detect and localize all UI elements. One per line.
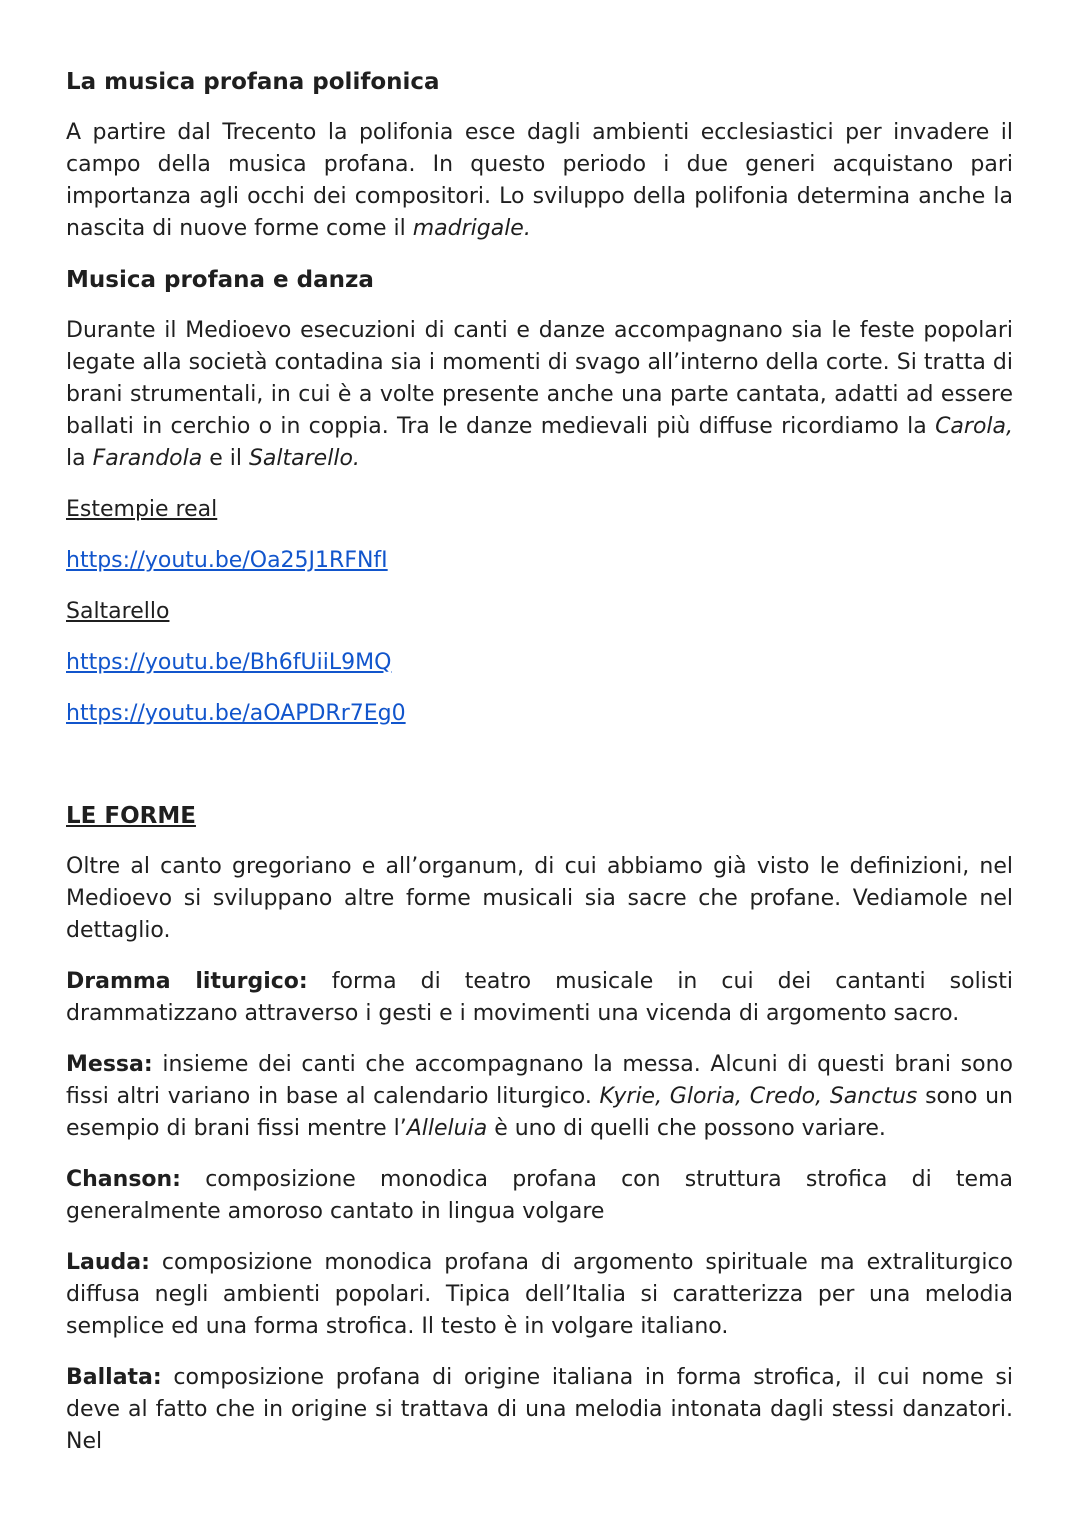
link-line — [66, 545, 1013, 577]
definition-text: insieme dei canti che accompagnano la messa. Alcuni di questi brani sono fissi altri variano in base al calendario liturgico. — [66, 1052, 1013, 1109]
term: Ballata: — [66, 1365, 162, 1390]
document-content — [66, 66, 1013, 1477]
term: Lauda: — [66, 1250, 150, 1275]
definition-text: composizione profana di origine italiana in forma strofica, il cui nome si deve al fatto che in origine si trattava di una melodia intonata dagli stessi danzatori. Nel — [66, 1365, 1013, 1454]
emphasis-madrigale: madrigale. — [412, 216, 531, 241]
label-estampie: Estempie real — [66, 497, 218, 522]
separator-text: e il — [202, 446, 249, 471]
label-saltarello: Saltarello — [66, 599, 170, 624]
separator-text: la — [66, 446, 93, 471]
heading-secular-polyphony: La musica profana polifonica — [66, 69, 440, 95]
emphasis-alleluia: Alleluia — [406, 1116, 488, 1141]
link-line — [66, 647, 1013, 679]
link-estampie-video[interactable]: https://youtu.be/Oa25J1RFNfI — [66, 548, 388, 573]
link-line — [66, 698, 1013, 730]
definition-text: composizione monodica profana di argomento spirituale ma extraliturgico diffusa negli ambienti popolari. Tipica dell’Italia si caratterizza per una melodia semplice ed una forma strofica. Il testo è in volgare italiano. — [66, 1250, 1013, 1339]
term: Messa: — [66, 1052, 153, 1077]
link-saltarello-video-1[interactable]: https://youtu.be/Bh6fUiiL9MQ — [66, 650, 392, 675]
emphasis-farandola: Farandola — [92, 446, 203, 471]
emphasis-fixed-parts: Kyrie, Gloria, Credo, Sanctus — [599, 1084, 918, 1109]
definition-text: sono un esempio di brani fissi mentre l’ — [66, 1084, 1013, 1141]
definition-dramma-liturgico — [66, 966, 1013, 1030]
paragraph-text: A partire dal Trecento la polifonia esce dagli ambienti ecclesiastici per invadere il campo della musica profana. In questo periodo i due generi acquistano pari importanza agli occhi dei compositori. Lo sviluppo della polifonia determina anche la nascita di nuove forme come il — [66, 120, 1013, 241]
paragraph-secular-polyphony — [66, 117, 1013, 245]
definition-text: composizione monodica profana con struttura strofica di tema generalmente amoroso cantato in lingua volgare — [66, 1167, 1013, 1224]
heading-dance: Musica profana e danza — [66, 267, 374, 293]
emphasis-carola: Carola, — [935, 414, 1013, 439]
definition-ballata — [66, 1362, 1013, 1458]
emphasis-saltarello: Saltarello. — [248, 446, 360, 471]
section-title-forms: LE FORME — [66, 803, 196, 829]
definition-chanson — [66, 1164, 1013, 1228]
paragraph-text: Durante il Medioevo esecuzioni di canti e danze accompagnano sia le feste popolari legate alla società contadina sia i momenti di svago all’interno della corte. Si tratta di brani strumentali, in cui è a volte presente anche una parte cantata, adatti ad essere ballati in cerchio o in coppia. Tra le danze medievali più diffuse ricordiamo la — [66, 318, 1013, 439]
term: Dramma liturgico: — [66, 969, 308, 994]
paragraph-dance — [66, 315, 1013, 475]
link-saltarello-video-2[interactable]: https://youtu.be/aOAPDRr7Eg0 — [66, 701, 406, 726]
definition-messa — [66, 1049, 1013, 1145]
spacer — [66, 749, 1013, 800]
definition-text: forma di teatro musicale in cui dei cantanti solisti drammatizzano attraverso i gesti e i movimenti una vicenda di argomento sacro. — [66, 969, 1013, 1026]
paragraph-forms-intro: Oltre al canto gregoriano e all’organum, di cui abbiamo già visto le definizioni, nel Medioevo si sviluppano altre forme musicali sia sacre che profane. Vediamole nel dettaglio. — [66, 854, 1013, 943]
definition-text: è uno di quelli che possono variare. — [487, 1116, 886, 1141]
definition-lauda — [66, 1247, 1013, 1343]
term: Chanson: — [66, 1167, 181, 1192]
